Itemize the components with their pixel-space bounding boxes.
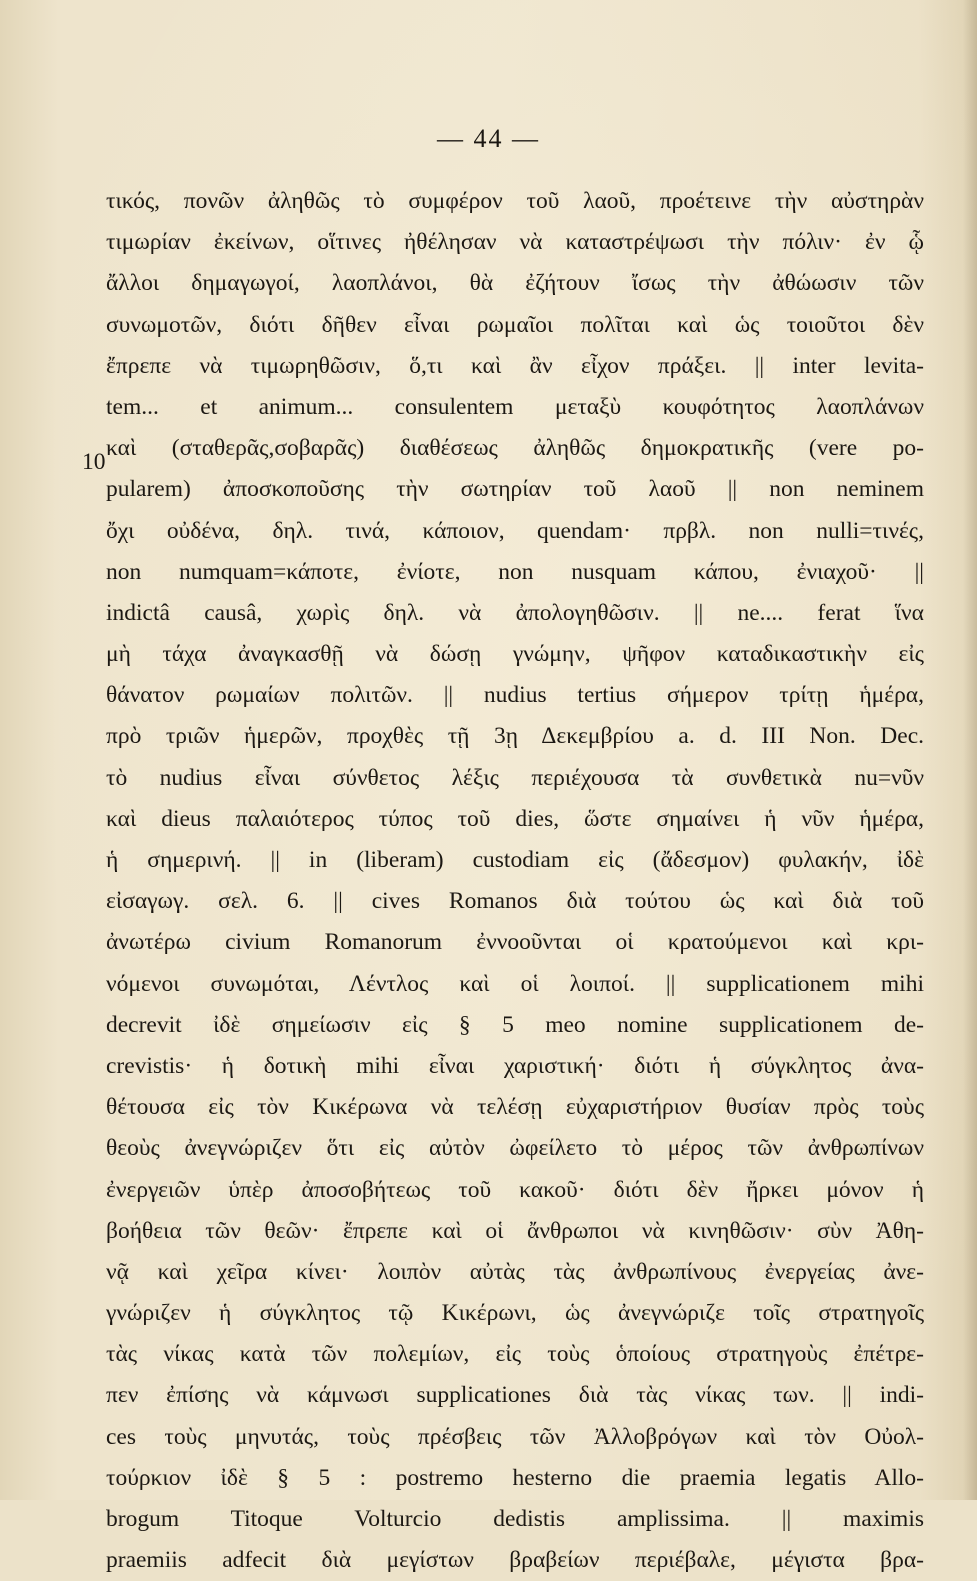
text-line: θέτουσα εἰς τὸν Κικέρωνα νὰ τελέσῃ εὐχαριστήριον θυσίαν πρὸς τοὺς	[106, 1094, 924, 1121]
text-line: τὸ nudius εἶναι σύνθετος λέξις περιέχουσα τὰ συνθετικὰ nu=νῦν	[106, 764, 924, 791]
text-line: non numquam=κάποτε, ἐνίοτε, non nusquam κάπου, ἐνιαχοῦ· ||	[106, 558, 924, 585]
text-line: τιμωρίαν ἐκείνων, οἵτινες ἠθέλησαν νὰ καταστρέψωσι τὴν πόλιν· ἐν ᾧ	[106, 229, 924, 256]
text-line: μὴ τάχα ἀναγκασθῇ νὰ δώσῃ γνώμην, ψῆφον καταδικαστικὴν εἰς	[106, 641, 924, 668]
text-line: βοήθεια τῶν θεῶν· ἔπρεπε καὶ οἱ ἄνθρωποι νὰ κινηθῶσιν· σὺν Ἀθη-	[106, 1217, 924, 1244]
text-line: ὄχι οὐδένα, δηλ. τινά, κάποιον, quendam· πρβλ. non nulli=τινές,	[106, 517, 924, 544]
text-line: καὶ (σταθερᾶς,σοβαρᾶς) διαθέσεως ἀληθῶς δημοκρατικῆς (vere po-	[106, 435, 924, 462]
text-line: decrevit ἰδὲ σημείωσιν εἰς § 5 meo nomine supplicationem de-	[106, 1011, 924, 1038]
text-line: ἡ σημερινή. || in (liberam) custodiam εἰς (ἄδεσμον) φυλακήν, ἰδὲ	[106, 847, 924, 873]
text-line: νόμενοι συνωμόται, Λέντλος καὶ οἱ λοιποί. || supplicationem mihi	[106, 970, 924, 997]
text-line: ἔπρεπε νὰ τιμωρηθῶσιν, ὅ,τι καὶ ἂν εἶχον πράξει. || inter levita-	[106, 352, 924, 379]
text-line: νᾷ καὶ χεῖρα κίνει· λοιπὸν αὐτὰς τὰς ἀνθρωπίνους ἐνεργείας ἀνε-	[106, 1258, 924, 1285]
text-line: θάνατον ρωμαίων πολιτῶν. || nudius tertius σήμερον τρίτῃ ἡμέρα,	[106, 682, 924, 709]
text-line: πεν ἐπίσης νὰ κάμνωσι supplicationes διὰ τὰς νίκας των. || indi-	[106, 1382, 924, 1409]
text-line: tem... et animum... consulentem μεταξὺ κουφότητος λαοπλάνων	[106, 393, 924, 420]
text-line: crevistis· ἡ δοτικὴ mihi εἶναι χαριστική· διότι ἡ σύγκλητος ἀνα-	[106, 1052, 924, 1079]
text-line: pularem) ἀποσκοποῦσης τὴν σωτηρίαν τοῦ λαοῦ || non neminem	[106, 476, 924, 503]
text-line: καὶ dieus παλαιότερος τύπος τοῦ dies, ὥστε σημαίνει ἡ νῦν ἡμέρα,	[106, 805, 924, 832]
text-line: ἀνωτέρω civium Romanorum ἐννοοῦνται οἱ κρατούμενοι καὶ κρι-	[106, 929, 924, 956]
text-line: praemiis adfecit διὰ μεγίστων βραβείων περιέβαλε, μέγιστα βρα-	[106, 1547, 924, 1574]
text-line: ἐνεργειῶν ὑπὲρ ἀποσοβήτεως τοῦ κακοῦ· διότι δὲν ἤρκει μόνον ἡ	[106, 1176, 924, 1203]
text-line: εἰσαγωγ. σελ. 6. || cives Romanos διὰ τούτου ὡς καὶ διὰ τοῦ	[106, 888, 924, 915]
text-line: τὰς νίκας κατὰ τῶν πολεμίων, εἰς τοὺς ὁποίους στρατηγοὺς ἐπέτρε-	[106, 1341, 924, 1368]
text-line: indictâ causâ, χωρὶς δηλ. νὰ ἀπολογηθῶσιν. || ne.... ferat ἵνα	[106, 599, 924, 626]
page-number: — 44 —	[437, 124, 540, 153]
text-line: ces τοὺς μηνυτάς, τοὺς πρέσβεις τῶν Ἀλλοβρόγων καὶ τὸν Οὐολ-	[106, 1423, 924, 1450]
text-line: τικός, πονῶν ἀληθῶς τὸ συμφέρον τοῦ λαοῦ, προέτεινε τὴν αὐστηρὰν	[106, 188, 924, 214]
text-line: brogum Titoque Volturcio dedistis amplissima. || maximis	[106, 1506, 924, 1532]
text-line: συνωμοτῶν, διότι δῆθεν εἶναι ρωμαῖοι πολῖται καὶ ὡς τοιοῦτοι δὲν	[106, 311, 924, 338]
page-binding-shadow	[963, 0, 977, 1500]
text-line: γνώριζεν ἡ σύγκλητος τῷ Κικέρωνι, ὡς ἀνεγνώριζε τοῖς στρατηγοῖς	[106, 1300, 924, 1327]
text-line: πρὸ τριῶν ἡμερῶν, προχθὲς τῇ 3ῃ Δεκεμβρίου a. d. III Non. Dec.	[106, 723, 924, 750]
margin-line-number: 10	[82, 449, 106, 475]
commentary-text	[106, 181, 924, 1581]
text-line: θεοὺς ἀνεγνώριζεν ὅτι εἰς αὐτὸν ὠφείλετο τὸ μέρος τῶν ἀνθρωπίνων	[106, 1135, 924, 1162]
text-line: τούρκιον ἰδὲ § 5 : postremo hesterno die praemia legatis Allo-	[106, 1464, 924, 1491]
text-line: ἄλλοι δημαγωγοί, λαοπλάνοι, θὰ ἐζήτουν ἴσως τὴν ἀθώωσιν τῶν	[106, 270, 924, 297]
